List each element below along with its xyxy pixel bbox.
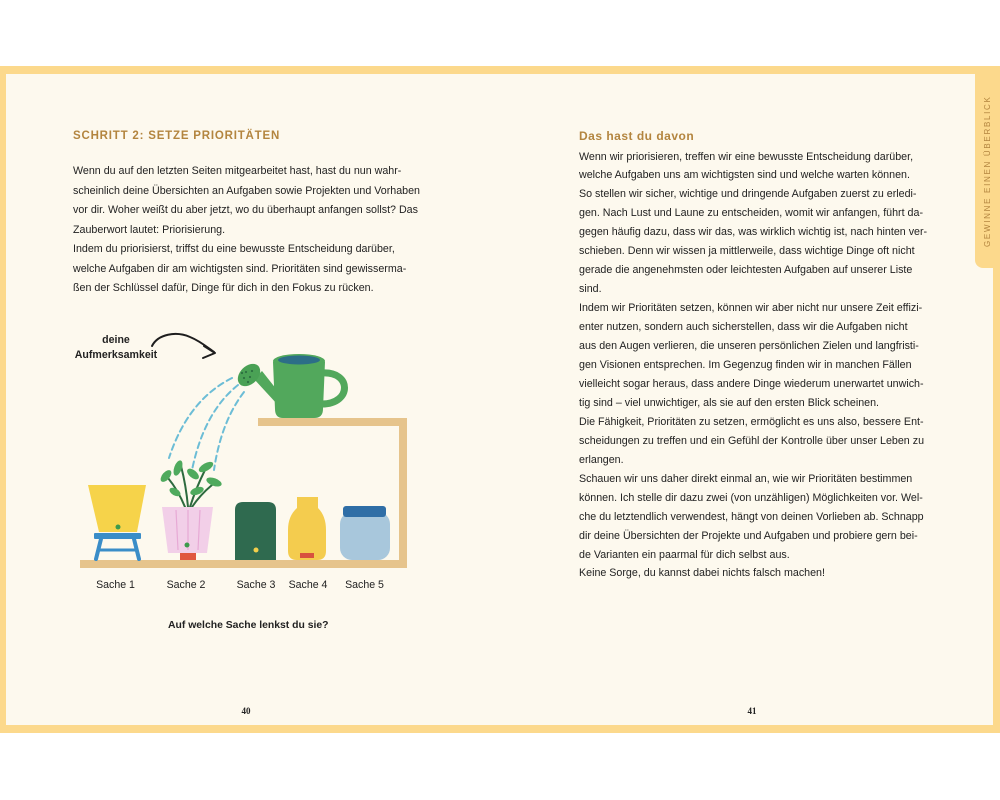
- yellow-vase: [288, 497, 326, 560]
- pot-foot: [180, 553, 196, 560]
- body-line: scheinlich deine Übersichten an Aufgaben sowie Projekten und Vorhaben: [73, 184, 420, 197]
- body-line: che du letztendlich verwendest, hängt von deinen Vorlieben ab. Schnapp: [579, 510, 924, 523]
- body-line: Die Fähigkeit, Prioritäten zu setzen, ermöglicht es uns also, bessere Ent-: [579, 415, 924, 428]
- water-stream-line: [192, 385, 238, 470]
- rose-hole: [247, 381, 249, 383]
- item-label-3: Sache 3: [236, 579, 276, 591]
- item-label-2: Sache 2: [166, 579, 206, 591]
- item-label-4: Sache 4: [288, 579, 328, 591]
- watering-can-handle: [322, 373, 345, 404]
- plant-leaves: [159, 459, 223, 498]
- body-line: Wenn wir priorisieren, treffen wir eine bewusste Entscheidung darüber,: [579, 150, 914, 163]
- body-line: ßen der Schlüssel dafür, Dinge für dich in den Fokus zu rücken.: [73, 282, 374, 294]
- body-line: erlangen.: [579, 453, 624, 466]
- step-heading: SCHRITT 2: SETZE PRIORITÄTEN: [73, 130, 281, 142]
- body-line: sind.: [579, 283, 602, 296]
- body-line: können. Ich stelle dir dazu zwei (von unzähligen) Möglichkeiten vor. Wel-: [579, 491, 923, 504]
- section-tab: [975, 74, 1000, 268]
- item-label-1: Sache 1: [96, 579, 135, 591]
- body-line: de Varianten ein paarmal für dich selbst aus.: [579, 548, 790, 561]
- water-stream-icon: [169, 378, 244, 470]
- right-page: [493, 74, 975, 725]
- rose-hole: [243, 377, 245, 379]
- body-line: So stellen wir sicher, wichtige und dringende Aufgaben zuerst zu erledi-: [579, 188, 917, 201]
- yellow-pot-icon: [88, 485, 146, 559]
- body-line: vor dir. Woher weißt du aber jetzt, wo du überhaupt anfangen sollst? Das: [73, 204, 418, 216]
- body-line: gen. Nach Lust und Laune zu entscheiden, womit wir anfangen, führt da-: [579, 207, 923, 220]
- pot-dot: [185, 543, 190, 548]
- blue-jar-icon: [340, 506, 390, 560]
- body-line: schieben. Denn wir wissen ja mittlerweile, dass wichtige Dinge oft nicht: [579, 245, 915, 258]
- plant-leaf: [185, 467, 201, 482]
- water-stream-line: [169, 378, 232, 458]
- body-line: Keine Sorge, du kannst dabei nichts falsch machen!: [579, 567, 825, 580]
- body-line: scheidungen zu treffen und ein Gefühl der Kontrolle über unser Leben zu: [579, 434, 925, 447]
- water-stream-line: [214, 392, 244, 470]
- green-container-icon: [235, 502, 276, 560]
- body-line: welche Aufgaben dir am wichtigsten sind. Prioritäten sind gewisserma-: [73, 262, 407, 275]
- shelf-side-post: [399, 418, 407, 568]
- left-page: [6, 74, 493, 725]
- rose-hole: [249, 376, 251, 378]
- vase-mark: [300, 553, 314, 558]
- watering-can-opening: [278, 356, 320, 365]
- body-line: Schauen wir uns daher direkt einmal an, wie wir Prioritäten bestimmen: [579, 472, 913, 485]
- shelf-bottom-board: [80, 560, 407, 568]
- rose-hole: [241, 372, 243, 374]
- body-line: aus den Augen verlieren, die unseren persönlichen Zielen und langfristi-: [579, 340, 919, 353]
- body-line: dir deine Übersichten der Projekte und Aufgaben und probiere gern bei-: [579, 529, 918, 542]
- body-line: enter nutzen, sondern auch sicherstellen, dass wir die Aufgaben nicht: [579, 321, 908, 334]
- illustration-question: Auf welche Sache lenkst du sie?: [168, 620, 329, 631]
- container-dot: [254, 548, 259, 553]
- body-line: welche Aufgaben uns am wichtigsten sind und welche warten können.: [579, 169, 910, 182]
- body-line: Zauberwort lautet: Priorisierung.: [73, 223, 226, 236]
- body-line: tig sind – viel unwichtiger, als sie auf den ersten Blick scheinen.: [579, 396, 880, 409]
- page-number: 41: [747, 706, 757, 716]
- plant-leaf: [197, 460, 215, 475]
- attention-caption-line: deine: [102, 334, 130, 346]
- potted-plant-icon: [159, 459, 223, 560]
- attention-caption-line: Aufmerksamkeit: [74, 349, 158, 361]
- item-label-5: Sache 5: [345, 579, 384, 591]
- left-body-text: [73, 162, 420, 299]
- plant-leaf: [205, 476, 223, 489]
- blue-jar-body: [340, 512, 390, 560]
- body-line: gen Visionen entsprechen. Im Gegenzug finden wir in manchen Fällen: [579, 358, 912, 371]
- watering-can-icon: [233, 354, 344, 418]
- body-line: gerade die angenehmsten oder leichtesten Aufgaben auf unserer Liste: [579, 264, 913, 277]
- page-number: 40: [241, 706, 251, 716]
- body-line: Wenn du auf den letzten Seiten mitgearbeitet hast, hast du nun wahr-: [73, 165, 402, 177]
- yellow-vase-icon: [288, 497, 326, 560]
- pot-dot: [116, 525, 121, 530]
- body-line: Indem wir Prioritäten setzen, können wir aber nicht nur unsere Zeit effizi-: [579, 302, 923, 315]
- rose-hole: [245, 371, 247, 373]
- rose-hole: [251, 370, 253, 372]
- blue-stand-icon: [94, 533, 141, 559]
- shelf-top-board: [258, 418, 407, 426]
- body-line: gegen häufig dazu, dass wir das, was wirklich wichtig ist, nach hinten ver-: [579, 226, 928, 239]
- section-tab-label: GEWINNE EINEN ÜBERBLICK: [983, 95, 992, 247]
- body-line: vielleicht sogar heraus, dass andere Dinge wiederum unerwartet unwich-: [579, 377, 924, 390]
- section-heading: Das hast du davon: [579, 129, 695, 143]
- body-line: Indem du priorisierst, triffst du eine bewusste Entscheidung darüber,: [73, 243, 395, 255]
- blue-jar-lid: [343, 506, 386, 517]
- right-body-text: [579, 148, 927, 584]
- attention-caption: [70, 333, 162, 363]
- watering-can-body: [273, 362, 325, 418]
